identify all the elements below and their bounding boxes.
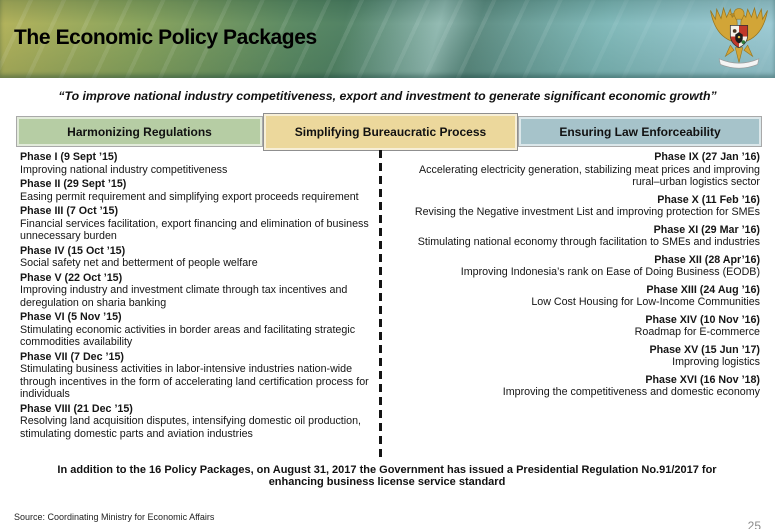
garuda-emblem-icon — [708, 4, 770, 74]
subtitle-quote: “To improve national industry competitiveness, export and investment to generate significant economic growth” — [58, 89, 717, 103]
phase-description: Stimulating national economy through facilitation to SMEs and industries — [417, 236, 760, 248]
phase-item — [20, 205, 376, 243]
phase-description: Stimulating economic activities in border areas and facilitating strategic commodities availability — [20, 323, 356, 348]
phase-item — [20, 272, 376, 310]
phase-title: Phase VI (5 Nov ’15) — [20, 311, 122, 323]
phase-description: Improving logistics — [672, 356, 760, 368]
phases-left-column — [20, 151, 376, 442]
source-caption: Source: Coordinating Ministry for Economic Affairs — [14, 512, 215, 522]
phase-title: Phase VII (7 Dec ’15) — [20, 350, 124, 363]
page-title: The Economic Policy Packages — [14, 26, 317, 49]
phase-title: Phase XIII (24 Aug ’16) — [646, 283, 760, 296]
phase-description: Low Cost Housing for Low-Income Communities — [531, 296, 760, 308]
phase-title: Phase II (29 Sept ’15) — [20, 178, 127, 190]
phase-description: Roadmap for E-commerce — [634, 326, 760, 338]
tab-simplifying-bureaucratic-process — [263, 113, 518, 151]
phase-item — [20, 245, 376, 270]
phase-title: Phase XII (28 Apr’16) — [654, 253, 760, 266]
phase-item — [20, 311, 376, 349]
slide-header — [0, 0, 775, 78]
tab-harmonizing-regulations — [16, 116, 263, 147]
phase-description: Improving industry and investment climate through tax incentives and deregulation on sharia banking — [20, 284, 348, 309]
phase-item — [394, 374, 760, 399]
phase-description: Resolving land acquisition disputes, intensifying domestic oil production, stimulating domestic parts and aviation industries — [20, 415, 362, 440]
phase-title: Phase V (22 Oct ’15) — [20, 271, 123, 284]
phase-item — [20, 151, 376, 176]
phase-title: Phase XVI (16 Nov ’18) — [645, 373, 760, 386]
phase-title: Phase XIV (10 Nov ’16) — [645, 313, 760, 326]
phase-description: Accelerating electricity generation, stabilizing meat prices and improving rural–urban logistics sector — [419, 163, 760, 188]
phase-description: Improving national industry competitiveness — [20, 163, 228, 176]
phase-description: Financial services facilitation, export financing and elimination of business unnecessary burden — [20, 217, 369, 242]
column-divider — [379, 150, 382, 460]
phase-title: Phase XV (15 Jun ’17) — [649, 343, 760, 356]
phase-item — [20, 178, 376, 203]
phase-description: Stimulating business activities in labor-intensive industries nation-wide through incentives in the form of accelerating land certification process for individuals — [20, 363, 369, 400]
category-tabs — [16, 113, 762, 151]
phase-item — [394, 254, 760, 279]
phase-item — [394, 194, 760, 219]
tab-label: Ensuring Law Enforceability — [559, 124, 721, 139]
phase-item — [20, 351, 376, 401]
phase-description: Improving Indonesia’s rank on Ease of Doing Business (EODB) — [460, 266, 760, 278]
phase-title: Phase IX (27 Jan ’16) — [654, 151, 760, 163]
phase-title: Phase XI (29 Mar ’16) — [653, 223, 760, 236]
phase-item — [394, 344, 760, 369]
phase-description: Improving the competitiveness and domestic economy — [502, 386, 760, 398]
phase-item — [394, 151, 760, 189]
phases-right-column — [394, 151, 760, 404]
tab-label: Simplifying Bureaucratic Process — [294, 125, 487, 139]
phase-item — [394, 314, 760, 339]
tab-ensuring-law-enforceability — [518, 116, 762, 147]
footer-note: In addition to the 16 Policy Packages, on August 31, 2017 the Government has issued a Presidential Regulation No.91/2017 for enhancing business license service standard — [57, 464, 717, 488]
tab-label: Harmonizing Regulations — [67, 124, 212, 139]
page-number: 25 — [747, 519, 761, 529]
phase-item — [394, 284, 760, 309]
phase-title: Phase X (11 Feb ’16) — [657, 193, 760, 206]
phase-title: Phase III (7 Oct ’15) — [20, 205, 119, 217]
phase-item — [20, 403, 376, 441]
phase-description: Social safety net and betterment of people welfare — [20, 257, 258, 269]
phase-title: Phase IV (15 Oct ’15) — [20, 244, 126, 257]
phase-item — [394, 224, 760, 249]
phase-description: Revising the Negative investment List and improving protection for SMEs — [414, 206, 760, 218]
phase-description: Easing permit requirement and simplifying export proceeds requirement — [20, 190, 359, 203]
phase-title: Phase VIII (21 Dec ’15) — [20, 402, 133, 415]
phase-title: Phase I (9 Sept ’15) — [20, 151, 118, 163]
